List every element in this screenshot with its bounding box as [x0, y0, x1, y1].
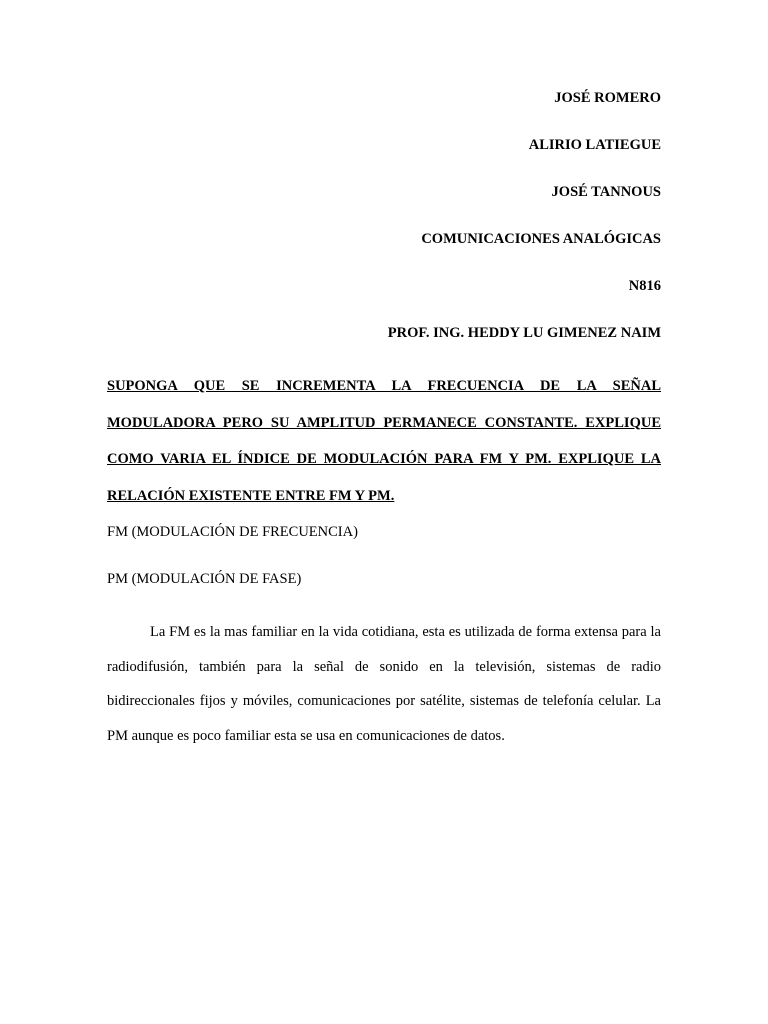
professor-name: PROF. ING. HEDDY LU GIMENEZ NAIM	[387, 325, 661, 341]
fm-definition: FM (MODULACIÓN DE FRECUENCIA)	[107, 524, 358, 540]
author-name-1: JOSÉ ROMERO	[554, 90, 661, 106]
author-name-2: ALIRIO LATIEGUE	[528, 137, 661, 153]
course-title: COMUNICACIONES ANALÓGICAS	[421, 231, 661, 247]
pm-definition: PM (MODULACIÓN DE FASE)	[107, 571, 302, 587]
question-heading: SUPONGA QUE SE INCREMENTA LA FRECUENCIA DE LA SEÑAL MODULADORA PERO SU AMPLITUD PERMANECE CONSTANTE. EXPLIQUE COMO VARIA EL ÍNDICE DE MODULACIÓN PARA FM Y PM. EXPLIQUE LA RELACIÓN EXISTENTE ENTRE FM Y PM.	[107, 378, 661, 504]
body-paragraph: La FM es la mas familiar en la vida cotidiana, esta es utilizada de forma extensa para la radiodifusión, también para la señal de sonido en la televisión, sistemas de radio bidireccionales fijos y móviles, comunicaciones por satélite, sistemas de telefonía celular. La PM aunque es poco familiar esta se usa en comunicaciones de datos.	[107, 624, 661, 744]
author-name-3: JOSÉ TANNOUS	[551, 184, 661, 200]
section-code: N816	[628, 278, 661, 294]
